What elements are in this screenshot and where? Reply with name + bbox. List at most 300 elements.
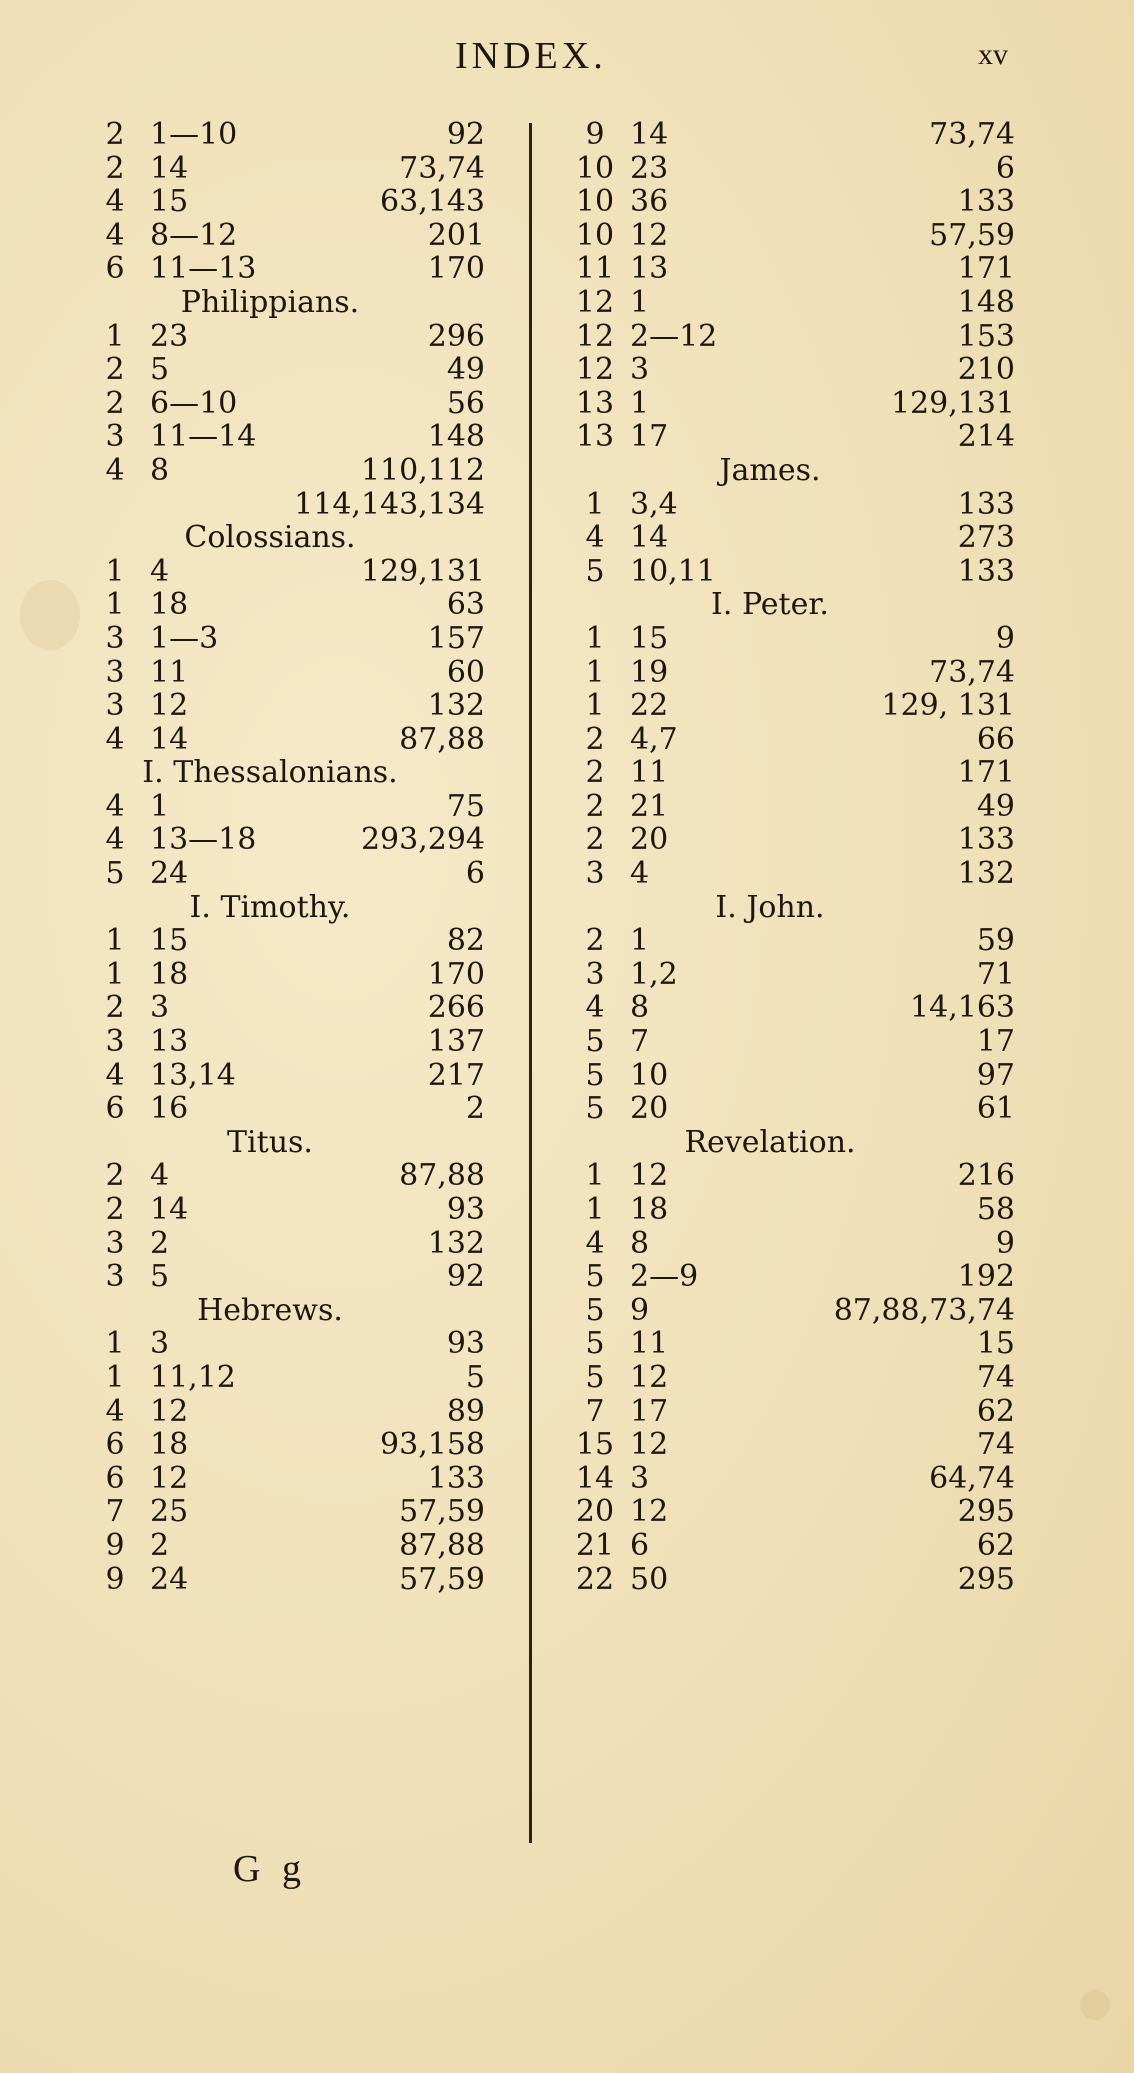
index-entry <box>95 1193 485 1227</box>
index-entry <box>575 689 1015 723</box>
verse-number: 8—12 <box>150 217 238 253</box>
verse-number: 9 <box>630 1292 650 1328</box>
verse-number: 1 <box>630 923 650 959</box>
chapter-number: 4 <box>585 990 605 1026</box>
chapter-number: 5 <box>585 1292 605 1328</box>
verse-number: 2—9 <box>630 1259 699 1295</box>
index-entry <box>575 387 1015 421</box>
chapter-number: 1 <box>105 318 125 354</box>
verse-number: 24 <box>150 856 189 892</box>
page-reference: 170 <box>427 251 485 287</box>
verse-number: 13 <box>630 251 669 287</box>
page-reference: 2 <box>465 1091 485 1127</box>
index-entry <box>575 790 1015 824</box>
index-entry <box>95 1327 485 1361</box>
book-heading <box>575 588 1015 622</box>
chapter-number: 4 <box>105 184 125 220</box>
verse-number: 15 <box>630 620 669 656</box>
chapter-number: 1 <box>585 654 605 690</box>
verse-number: 4,7 <box>630 721 678 757</box>
index-entry <box>575 152 1015 186</box>
index-entry <box>575 219 1015 253</box>
chapter-number: 10 <box>575 150 615 186</box>
page-reference: 92 <box>446 117 485 152</box>
verse-number: 25 <box>150 1494 189 1530</box>
index-entry <box>95 353 485 387</box>
verse-number: 8 <box>150 452 170 488</box>
index-entry <box>95 1361 485 1395</box>
page-reference: 87,88 <box>399 1158 485 1194</box>
page-reference: 73,74 <box>929 117 1015 152</box>
index-entry <box>575 756 1015 790</box>
chapter-number: 20 <box>575 1494 615 1530</box>
verse-number: 14 <box>150 150 189 186</box>
chapter-number: 5 <box>585 1326 605 1362</box>
chapter-number: 5 <box>585 1057 605 1093</box>
page-reference: 63,143 <box>380 184 485 220</box>
chapter-number: 1 <box>105 553 125 589</box>
page-reference: 56 <box>446 385 485 421</box>
book-name: I. Timothy. <box>189 889 351 925</box>
chapter-number: 1 <box>105 1326 125 1362</box>
index-entry <box>575 1361 1015 1395</box>
chapter-number: 2 <box>105 1158 125 1194</box>
book-name: Titus. <box>227 1124 313 1160</box>
page-reference: 129,131 <box>360 553 485 589</box>
index-entry <box>95 991 485 1025</box>
chapter-number: 2 <box>105 117 125 152</box>
verse-number: 12 <box>630 217 669 253</box>
verse-number: 17 <box>630 419 669 455</box>
index-entry <box>95 118 485 152</box>
index-entry <box>575 1092 1015 1126</box>
page-reference: 66 <box>976 721 1015 757</box>
index-entry <box>95 958 485 992</box>
chapter-number: 4 <box>105 721 125 757</box>
page-reference: 114,143,134 <box>294 486 485 522</box>
chapter-number: 2 <box>105 990 125 1026</box>
verse-number: 10,11 <box>630 553 716 589</box>
book-name: James. <box>719 452 821 488</box>
index-entry <box>575 1294 1015 1328</box>
chapter-number: 3 <box>105 1024 125 1060</box>
index-entry <box>95 387 485 421</box>
chapter-number: 3 <box>105 1225 125 1261</box>
chapter-number: 9 <box>105 1527 125 1563</box>
chapter-number: 9 <box>585 117 605 152</box>
page-reference: 73,74 <box>399 150 485 186</box>
index-column-left <box>95 118 485 1596</box>
page-reference: 273 <box>957 520 1015 556</box>
chapter-number: 4 <box>105 788 125 824</box>
chapter-number: 5 <box>585 1024 605 1060</box>
index-entry <box>95 1495 485 1529</box>
signature-mark: G g <box>233 1848 307 1890</box>
verse-number: 14 <box>150 721 189 757</box>
verse-number: 23 <box>630 150 669 186</box>
page-reference: 171 <box>957 251 1015 287</box>
index-entry <box>575 723 1015 757</box>
index-entry <box>575 353 1015 387</box>
page-reference: 93 <box>446 1192 485 1227</box>
index-entry <box>95 857 485 891</box>
index-continuation <box>95 488 485 522</box>
page-reference: 148 <box>427 419 485 455</box>
index-entry <box>575 1529 1015 1563</box>
page-reference: 295 <box>957 1494 1015 1530</box>
chapter-number: 3 <box>105 654 125 690</box>
page-reference: 93 <box>446 1326 485 1362</box>
page-reference: 62 <box>976 1393 1015 1429</box>
verse-number: 14 <box>630 117 669 152</box>
index-entry <box>95 555 485 589</box>
page-reference: 97 <box>976 1057 1015 1093</box>
verse-number: 14 <box>630 520 669 556</box>
index-entry <box>95 420 485 454</box>
page-reference: 201 <box>427 217 485 253</box>
chapter-number: 3 <box>105 620 125 656</box>
book-heading <box>95 286 485 320</box>
chapter-number: 3 <box>105 1259 125 1295</box>
chapter-number: 7 <box>105 1494 125 1530</box>
page-reference: 132 <box>427 1225 485 1261</box>
page-reference: 14,163 <box>910 990 1015 1026</box>
chapter-number: 10 <box>575 217 615 253</box>
verse-number: 20 <box>630 1091 669 1127</box>
index-entry <box>575 320 1015 354</box>
index-entry <box>95 454 485 488</box>
page-reference: 92 <box>446 1259 485 1295</box>
verse-number: 3 <box>150 990 170 1026</box>
verse-number: 18 <box>150 1427 189 1463</box>
page-reference: 87,88,73,74 <box>833 1292 1015 1328</box>
running-title: INDEX. <box>455 35 607 77</box>
page-reference: 15 <box>976 1326 1015 1362</box>
verse-number: 11 <box>630 755 669 791</box>
index-entry <box>95 656 485 690</box>
chapter-number: 6 <box>105 251 125 287</box>
verse-number: 3,4 <box>630 486 678 522</box>
chapter-number: 21 <box>575 1527 615 1563</box>
page-reference: 210 <box>957 352 1015 388</box>
page-reference: 295 <box>957 1561 1015 1597</box>
index-entry <box>575 656 1015 690</box>
book-heading <box>575 891 1015 925</box>
chapter-number: 13 <box>575 385 615 421</box>
page-reference: 129,131 <box>890 385 1015 421</box>
index-entry <box>575 488 1015 522</box>
page-reference: 266 <box>427 990 485 1026</box>
page-reference: 133 <box>427 1460 485 1496</box>
page-reference: 89 <box>446 1393 485 1429</box>
page-reference: 170 <box>427 956 485 992</box>
verse-number: 12 <box>150 1460 189 1496</box>
verse-number: 5 <box>150 1259 170 1295</box>
chapter-number: 22 <box>575 1561 615 1597</box>
index-entry <box>575 1563 1015 1597</box>
page-reference: 93,158 <box>380 1427 485 1463</box>
verse-number: 12 <box>630 1359 669 1395</box>
page-reference: 62 <box>976 1527 1015 1563</box>
verse-number: 13—18 <box>150 822 257 858</box>
verse-number: 13,14 <box>150 1057 236 1093</box>
page-reference: 132 <box>427 688 485 724</box>
verse-number: 21 <box>630 788 669 824</box>
verse-number: 11—13 <box>150 251 257 287</box>
page-reference: 82 <box>446 923 485 959</box>
chapter-number: 12 <box>575 318 615 354</box>
page-reference: 64,74 <box>929 1460 1015 1496</box>
page-reference: 74 <box>976 1359 1015 1395</box>
page-reference: 71 <box>976 956 1015 992</box>
page-reference: 133 <box>957 822 1015 858</box>
chapter-number: 1 <box>585 1158 605 1194</box>
verse-number: 11 <box>150 654 189 690</box>
chapter-number: 9 <box>105 1561 125 1597</box>
book-name: Revelation. <box>684 1124 856 1160</box>
chapter-number: 1 <box>585 688 605 724</box>
page-reference: 133 <box>957 184 1015 220</box>
book-name: Philippians. <box>180 284 360 320</box>
verse-number: 36 <box>630 184 669 220</box>
verse-number: 23 <box>150 318 189 354</box>
verse-number: 4 <box>150 1158 170 1194</box>
chapter-number: 15 <box>575 1427 615 1463</box>
verse-number: 4 <box>150 553 170 589</box>
chapter-number: 5 <box>585 1091 605 1127</box>
verse-number: 2 <box>150 1225 170 1261</box>
paper-stain <box>1080 1990 1110 2020</box>
index-entry <box>95 219 485 253</box>
index-entry <box>575 1327 1015 1361</box>
page-reference: 49 <box>446 352 485 388</box>
verse-number: 11 <box>630 1326 669 1362</box>
index-entry <box>95 689 485 723</box>
chapter-number: 10 <box>575 184 615 220</box>
page-reference: 171 <box>957 755 1015 791</box>
chapter-number: 2 <box>105 1192 125 1227</box>
page-reference: 296 <box>427 318 485 354</box>
verse-number: 50 <box>630 1561 669 1597</box>
chapter-number: 1 <box>585 620 605 656</box>
chapter-number: 4 <box>585 1225 605 1261</box>
chapter-number: 12 <box>575 284 615 320</box>
page-reference: 57,59 <box>929 217 1015 253</box>
verse-number: 8 <box>630 1225 650 1261</box>
page-reference: 214 <box>957 419 1015 455</box>
page-reference: 132 <box>957 856 1015 892</box>
chapter-number: 6 <box>105 1091 125 1127</box>
page-reference: 59 <box>976 923 1015 959</box>
page-header <box>0 28 1134 88</box>
book-heading <box>575 454 1015 488</box>
verse-number: 10 <box>630 1057 669 1093</box>
verse-number: 12 <box>150 1393 189 1429</box>
column-rule <box>529 123 532 1843</box>
chapter-number: 6 <box>105 1427 125 1463</box>
chapter-number: 1 <box>105 923 125 959</box>
book-name: Colossians. <box>184 520 356 556</box>
index-entry <box>575 252 1015 286</box>
index-entry <box>95 252 485 286</box>
chapter-number: 5 <box>585 1359 605 1395</box>
chapter-number: 1 <box>585 1192 605 1227</box>
index-entry <box>575 1193 1015 1227</box>
verse-number: 3 <box>630 1460 650 1496</box>
page-reference: 6 <box>465 856 485 892</box>
chapter-number: 4 <box>105 217 125 253</box>
page-reference: 153 <box>957 318 1015 354</box>
chapter-number: 3 <box>105 688 125 724</box>
verse-number: 1,2 <box>630 956 678 992</box>
index-entry <box>95 1462 485 1496</box>
index-entry <box>95 1563 485 1597</box>
chapter-number: 11 <box>575 251 615 287</box>
index-entry <box>95 1529 485 1563</box>
book-heading <box>95 1126 485 1160</box>
index-entry <box>95 823 485 857</box>
index-entry <box>95 622 485 656</box>
chapter-number: 3 <box>105 419 125 455</box>
verse-number: 7 <box>630 1024 650 1060</box>
index-entry <box>95 1227 485 1261</box>
index-entry <box>575 622 1015 656</box>
page-reference: 137 <box>427 1024 485 1060</box>
verse-number: 18 <box>150 587 189 623</box>
verse-number: 15 <box>150 923 189 959</box>
index-entry <box>95 1395 485 1429</box>
verse-number: 1—10 <box>150 117 238 152</box>
index-entry <box>95 1428 485 1462</box>
index-entry <box>575 118 1015 152</box>
book-heading <box>95 756 485 790</box>
index-entry <box>575 185 1015 219</box>
verse-number: 18 <box>630 1192 669 1227</box>
page-reference: 17 <box>976 1024 1015 1060</box>
index-entry <box>95 723 485 757</box>
chapter-number: 2 <box>585 822 605 858</box>
chapter-number: 4 <box>585 520 605 556</box>
verse-number: 11—14 <box>150 419 257 455</box>
index-column-right <box>575 118 1015 1596</box>
verse-number: 14 <box>150 1192 189 1227</box>
chapter-number: 3 <box>585 956 605 992</box>
page-reference: 110,112 <box>360 452 485 488</box>
index-entry <box>575 420 1015 454</box>
chapter-number: 2 <box>105 150 125 186</box>
index-entry <box>575 1428 1015 1462</box>
page-reference: 6 <box>995 150 1015 186</box>
index-entry <box>575 823 1015 857</box>
index-entry <box>575 555 1015 589</box>
page-reference: 9 <box>995 620 1015 656</box>
index-entry <box>575 1025 1015 1059</box>
chapter-number: 2 <box>585 788 605 824</box>
chapter-number: 2 <box>105 352 125 388</box>
book-heading <box>95 1294 485 1328</box>
index-entry <box>575 924 1015 958</box>
page-reference: 63 <box>446 587 485 623</box>
index-entry <box>95 1159 485 1193</box>
index-entry <box>575 1227 1015 1261</box>
chapter-number: 4 <box>105 1057 125 1093</box>
verse-number: 1 <box>630 385 650 421</box>
index-entry <box>575 521 1015 555</box>
verse-number: 8 <box>630 990 650 1026</box>
chapter-number: 7 <box>585 1393 605 1429</box>
index-entry <box>95 1260 485 1294</box>
page-reference: 293,294 <box>360 822 485 858</box>
index-entry <box>95 924 485 958</box>
chapter-number: 2 <box>105 385 125 421</box>
index-entry <box>575 1462 1015 1496</box>
verse-number: 22 <box>630 688 669 724</box>
index-entry <box>95 320 485 354</box>
page-number: xv <box>978 38 1008 71</box>
chapter-number: 2 <box>585 721 605 757</box>
book-name: I. Thessalonians. <box>142 755 398 791</box>
book-name: I. Peter. <box>711 587 829 623</box>
verse-number: 1—3 <box>150 620 219 656</box>
verse-number: 5 <box>150 352 170 388</box>
page-reference: 57,59 <box>399 1561 485 1597</box>
index-entry <box>95 152 485 186</box>
verse-number: 1 <box>150 788 170 824</box>
index-entry <box>575 958 1015 992</box>
chapter-number: 4 <box>105 822 125 858</box>
page-reference: 216 <box>957 1158 1015 1194</box>
page-reference: 192 <box>957 1259 1015 1295</box>
page-reference: 74 <box>976 1427 1015 1463</box>
page-reference: 87,88 <box>399 1527 485 1563</box>
paper-stain <box>20 580 80 650</box>
index-entry <box>95 1025 485 1059</box>
chapter-number: 1 <box>585 486 605 522</box>
page-reference: 61 <box>976 1091 1015 1127</box>
verse-number: 24 <box>150 1561 189 1597</box>
index-entry <box>575 1159 1015 1193</box>
book-name: I. John. <box>715 889 825 925</box>
index-entry <box>575 1395 1015 1429</box>
page-reference: 5 <box>465 1359 485 1395</box>
verse-number: 13 <box>150 1024 189 1060</box>
book-name: Hebrews. <box>197 1292 343 1328</box>
verse-number: 3 <box>630 352 650 388</box>
page-reference: 58 <box>976 1192 1015 1227</box>
verse-number: 2 <box>150 1527 170 1563</box>
verse-number: 15 <box>150 184 189 220</box>
verse-number: 2—12 <box>630 318 718 354</box>
chapter-number: 2 <box>585 755 605 791</box>
verse-number: 16 <box>150 1091 189 1127</box>
index-entry <box>95 1059 485 1093</box>
verse-number: 6 <box>630 1527 650 1563</box>
verse-number: 1 <box>630 284 650 320</box>
verse-number: 4 <box>630 856 650 892</box>
verse-number: 19 <box>630 654 669 690</box>
verse-number: 12 <box>630 1427 669 1463</box>
verse-number: 20 <box>630 822 669 858</box>
index-entry <box>95 790 485 824</box>
verse-number: 3 <box>150 1326 170 1362</box>
index-entry <box>575 991 1015 1025</box>
verse-number: 18 <box>150 956 189 992</box>
verse-number: 12 <box>630 1158 669 1194</box>
page-reference: 49 <box>976 788 1015 824</box>
page-reference: 157 <box>427 620 485 656</box>
chapter-number: 2 <box>585 923 605 959</box>
chapter-number: 3 <box>585 856 605 892</box>
